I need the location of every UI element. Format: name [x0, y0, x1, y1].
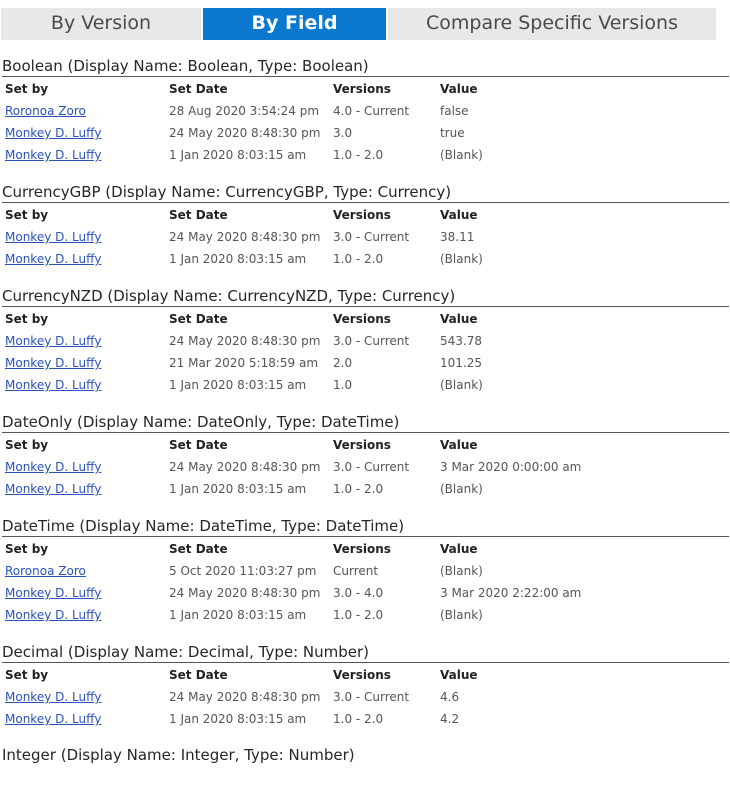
table-header-row [2, 77, 729, 100]
tab-by-version[interactable]: By Version [1, 8, 201, 40]
field-section [2, 643, 729, 730]
set-by-cell [2, 248, 166, 270]
set-by-cell [2, 226, 166, 248]
table-row [2, 144, 729, 166]
table-row [2, 100, 729, 122]
table-row [2, 226, 729, 248]
field-history-table [2, 537, 729, 626]
next-field-title-cut [2, 746, 730, 764]
table-row [2, 456, 729, 478]
table-row [2, 604, 729, 626]
value-cell: false [440, 104, 469, 118]
field-section [2, 287, 729, 396]
value-cell: 4.6 [440, 690, 460, 704]
set-by-cell [2, 708, 166, 730]
view-tabs [1, 8, 729, 40]
versions-cell: 1.0 - 2.0 [333, 482, 384, 496]
set-by-cell [2, 352, 166, 374]
user-link[interactable]: Monkey D. Luffy [5, 482, 102, 496]
user-link[interactable]: Monkey D. Luffy [5, 460, 102, 474]
set-by-cell [2, 144, 166, 166]
table-row [2, 330, 729, 352]
versions-cell: 3.0 [333, 126, 353, 140]
table-row [2, 686, 729, 708]
field-section [2, 517, 729, 626]
header-set-by: Set by [5, 541, 49, 556]
versions-cell: 3.0 - Current [333, 334, 410, 348]
versions-cell: 3.0 - 4.0 [333, 586, 384, 600]
header-versions: Versions [333, 207, 391, 222]
value-cell: (Blank) [440, 378, 483, 392]
header-set-by: Set by [5, 311, 49, 326]
value-cell: 3 Mar 2020 0:00:00 am [440, 460, 582, 474]
versions-cell: 1.0 [333, 378, 353, 392]
header-set-by: Set by [5, 667, 49, 682]
set-date-cell: 5 Oct 2020 11:03:27 pm [169, 564, 317, 578]
field-section [2, 183, 729, 270]
set-by-cell [2, 100, 166, 122]
table-row [2, 582, 729, 604]
value-cell: 4.2 [440, 712, 460, 726]
user-link[interactable]: Monkey D. Luffy [5, 126, 102, 140]
field-title: CurrencyGBP (Display Name: CurrencyGBP, Type: Currency) [2, 183, 729, 203]
set-date-cell: 1 Jan 2020 8:03:15 am [169, 378, 307, 392]
value-cell: 38.11 [440, 230, 475, 244]
header-value: Value [440, 207, 478, 222]
set-date-cell: 24 May 2020 8:48:30 pm [169, 230, 321, 244]
value-cell: (Blank) [440, 608, 483, 622]
field-history-table [2, 77, 729, 166]
set-date-cell: 24 May 2020 8:48:30 pm [169, 334, 321, 348]
user-link[interactable]: Monkey D. Luffy [5, 148, 102, 162]
table-header-row [2, 537, 729, 560]
field-history-table [2, 203, 729, 270]
set-date-cell: 1 Jan 2020 8:03:15 am [169, 482, 307, 496]
field-title: DateTime (Display Name: DateTime, Type: DateTime) [2, 517, 729, 537]
tab-compare-specific-versions[interactable]: Compare Specific Versions [388, 8, 716, 40]
next-field-title: Integer (Display Name: Integer, Type: Number) [2, 746, 355, 764]
set-date-cell: 1 Jan 2020 8:03:15 am [169, 252, 307, 266]
user-link[interactable]: Monkey D. Luffy [5, 334, 102, 348]
header-set-by: Set by [5, 207, 49, 222]
value-cell: 3 Mar 2020 2:22:00 am [440, 586, 582, 600]
table-header-row [2, 663, 729, 686]
header-versions: Versions [333, 541, 391, 556]
field-history-list [0, 57, 730, 730]
table-row [2, 122, 729, 144]
set-by-cell [2, 478, 166, 500]
set-by-cell [2, 330, 166, 352]
field-section [2, 413, 729, 500]
header-set-date: Set Date [169, 81, 228, 96]
user-link[interactable]: Monkey D. Luffy [5, 712, 102, 726]
header-versions: Versions [333, 311, 391, 326]
versions-cell: 1.0 - 2.0 [333, 148, 384, 162]
field-title: DateOnly (Display Name: DateOnly, Type: DateTime) [2, 413, 729, 433]
versions-cell: 1.0 - 2.0 [333, 252, 384, 266]
field-title: CurrencyNZD (Display Name: CurrencyNZD, Type: Currency) [2, 287, 729, 307]
user-link[interactable]: Monkey D. Luffy [5, 230, 102, 244]
value-cell: (Blank) [440, 148, 483, 162]
header-versions: Versions [333, 437, 391, 452]
set-date-cell: 24 May 2020 8:48:30 pm [169, 586, 321, 600]
value-cell: 101.25 [440, 356, 482, 370]
value-cell: (Blank) [440, 482, 483, 496]
set-date-cell: 24 May 2020 8:48:30 pm [169, 126, 321, 140]
table-row [2, 708, 729, 730]
versions-cell: 2.0 [333, 356, 353, 370]
header-set-date: Set Date [169, 311, 228, 326]
set-by-cell [2, 374, 166, 396]
set-date-cell: 1 Jan 2020 8:03:15 am [169, 712, 307, 726]
table-row [2, 374, 729, 396]
header-value: Value [440, 541, 478, 556]
tab-by-field[interactable]: By Field [203, 8, 386, 40]
field-history-table [2, 307, 729, 396]
header-set-date: Set Date [169, 207, 228, 222]
field-history-table [2, 433, 729, 500]
header-value: Value [440, 437, 478, 452]
header-versions: Versions [333, 81, 391, 96]
set-date-cell: 21 Mar 2020 5:18:59 am [169, 356, 319, 370]
table-row [2, 248, 729, 270]
value-cell: 543.78 [440, 334, 482, 348]
header-set-date: Set Date [169, 541, 228, 556]
user-link[interactable]: Monkey D. Luffy [5, 586, 102, 600]
field-section [2, 57, 729, 166]
set-by-cell [2, 456, 166, 478]
versions-cell: 1.0 - 2.0 [333, 712, 384, 726]
versions-cell: 4.0 - Current [333, 104, 410, 118]
field-history-table [2, 663, 729, 730]
versions-cell: 3.0 - Current [333, 690, 410, 704]
value-cell: true [440, 126, 465, 140]
set-date-cell: 24 May 2020 8:48:30 pm [169, 690, 321, 704]
value-cell: (Blank) [440, 564, 483, 578]
header-value: Value [440, 311, 478, 326]
versions-cell: Current [333, 564, 379, 578]
user-link[interactable]: Monkey D. Luffy [5, 378, 102, 392]
set-by-cell [2, 686, 166, 708]
set-by-cell [2, 582, 166, 604]
set-by-cell [2, 122, 166, 144]
user-link[interactable]: Roronoa Zoro [5, 564, 86, 578]
versions-cell: 1.0 - 2.0 [333, 608, 384, 622]
user-link[interactable]: Monkey D. Luffy [5, 608, 102, 622]
table-row [2, 352, 729, 374]
table-row [2, 560, 729, 582]
value-cell: (Blank) [440, 252, 483, 266]
header-value: Value [440, 81, 478, 96]
field-title: Decimal (Display Name: Decimal, Type: Number) [2, 643, 729, 663]
header-set-date: Set Date [169, 437, 228, 452]
header-set-by: Set by [5, 81, 49, 96]
set-date-cell: 28 Aug 2020 3:54:24 pm [169, 104, 320, 118]
versions-cell: 3.0 - Current [333, 230, 410, 244]
user-link[interactable]: Roronoa Zoro [5, 104, 86, 118]
user-link[interactable]: Monkey D. Luffy [5, 356, 102, 370]
header-versions: Versions [333, 667, 391, 682]
table-header-row [2, 307, 729, 330]
table-header-row [2, 433, 729, 456]
set-date-cell: 24 May 2020 8:48:30 pm [169, 460, 321, 474]
user-link[interactable]: Monkey D. Luffy [5, 252, 102, 266]
header-set-by: Set by [5, 437, 49, 452]
field-title: Boolean (Display Name: Boolean, Type: Boolean) [2, 57, 729, 77]
header-set-date: Set Date [169, 667, 228, 682]
table-header-row [2, 203, 729, 226]
set-date-cell: 1 Jan 2020 8:03:15 am [169, 608, 307, 622]
table-row [2, 478, 729, 500]
header-value: Value [440, 667, 478, 682]
set-date-cell: 1 Jan 2020 8:03:15 am [169, 148, 307, 162]
set-by-cell [2, 560, 166, 582]
user-link[interactable]: Monkey D. Luffy [5, 690, 102, 704]
set-by-cell [2, 604, 166, 626]
versions-cell: 3.0 - Current [333, 460, 410, 474]
